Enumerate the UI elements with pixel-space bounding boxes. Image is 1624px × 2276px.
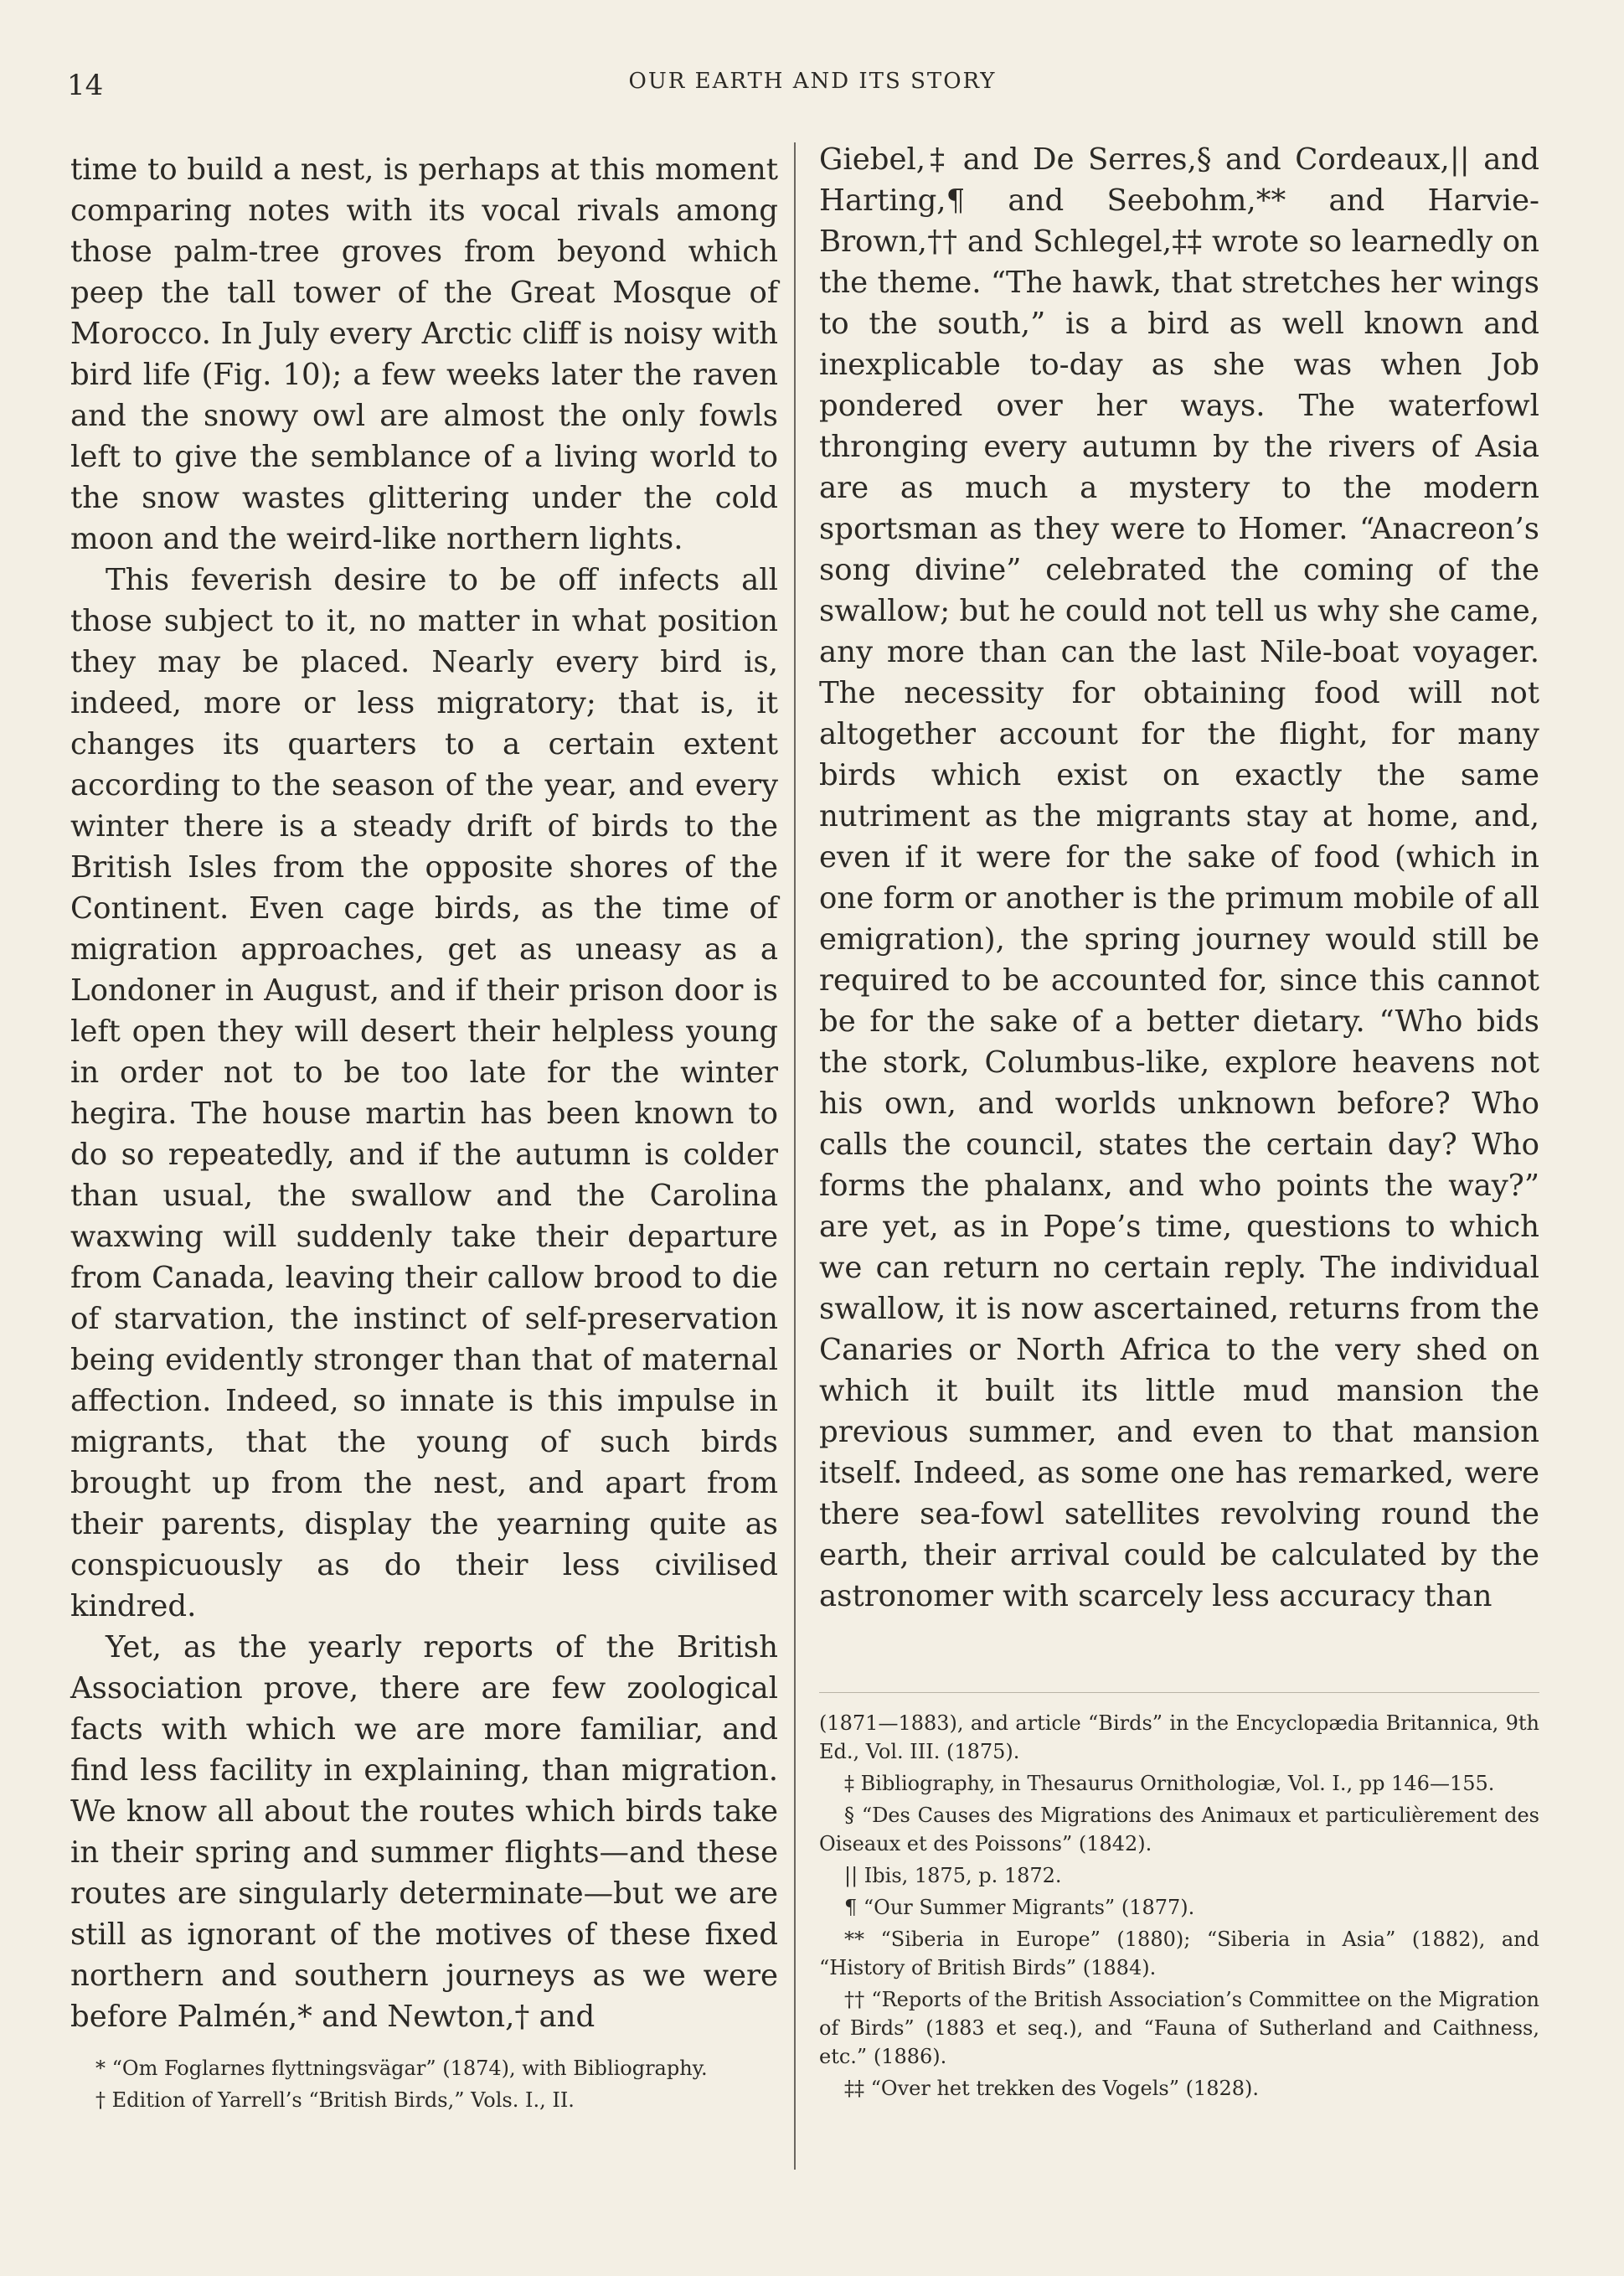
- page-header: [67, 69, 1558, 102]
- footnote: (1871—1883), and article “Birds” in the Encyclopædia Britannica, 9th Ed., Vol. III. (1875).: [819, 1711, 1539, 1763]
- footnote: || Ibis, 1875, p. 1872.: [844, 1864, 1062, 1887]
- left-footnotes: [70, 2054, 778, 2118]
- column-divider: [794, 142, 796, 2170]
- footnote-divider: [819, 1692, 1539, 1693]
- left-paragraph-1: time to build a nest, is perhaps at this moment comparing notes with its vocal rivals among those palm-tree groves from beyond which peep the tall tower of the Great Mosque of Morocco. In July every Arctic cliff is noisy with bird life (Fig. 10); a few weeks later the raven and the snowy owl are almost the only fowls left to give the semblance of a living world to the snow wastes glittering under the cold moon and the weird-like northern lights.: [70, 152, 778, 556]
- footnote: ‡ Bibliography, in Thesaurus Ornithologiæ, Vol. I., pp 146—155.: [844, 1772, 1495, 1795]
- right-column: [819, 139, 1539, 1617]
- footnote: ** “Siberia in Europe” (1880); “Siberia in Asia” (1882), and “History of British Birds” (1884).: [819, 1928, 1539, 1979]
- footnote: †† “Reports of the British Association’s Committee on the Migration of Birds” (1883 et seq.), and “Fauna of Sutherland and Caithness, etc.” (1886).: [819, 1988, 1539, 2068]
- right-paragraph-1: Giebel,‡ and De Serres,§ and Cordeaux,|| and Harting,¶ and Seebohm,** and Harvie-Brown,†† and Schlegel,‡‡ wrote so learnedly on the theme. “The hawk, that stretches her wings to the south,” is a bird as well known and inexplicable to-day as she was when Job pondered over her ways. The waterfowl thronging every autumn by the rivers of Asia are as much a mystery to the modern sportsman as they were to Homer. “Anacreon’s song divine” celebrated the coming of the swallow; but he could not tell us why she came, any more than can the last Nile-boat voyager. The necessity for obtaining food will not altogether account for the flight, for many birds which exist on exactly the same nutriment as the migrants stay at home, and, even if it were for the sake of food (which in one form or another is the primum mobile of all emigration), the spring journey would still be required to be accounted for, since this cannot be for the sake of a better dietary. “Who bids the stork, Columbus-like, explore heavens not his own, and worlds unknown before? Who calls the council, states the certain day? Who forms the phalanx, and who points the way?” are yet, as in Pope’s time, questions to which we can return no certain reply. The individual swallow, it is now ascertained, returns from the Canaries or North Africa to the very shed on which it built its little mud mansion the previous summer, and even to that mansion itself. Indeed, as some one has remarked, were there sea-fowl satellites revolving round the earth, their arrival could be calculated by the astronomer with scarcely less accuracy than: [819, 142, 1539, 1613]
- left-column: [70, 149, 778, 2037]
- footnote: † Edition of Yarrell’s “British Birds,” Vols. I., II.: [95, 2088, 575, 2112]
- footnote: § “Des Causes des Migrations des Animaux et particulièrement des Oiseaux et des Poissons” (1842).: [819, 1804, 1539, 1855]
- running-title: OUR EARTH AND ITS STORY: [628, 69, 997, 94]
- footnote: ‡‡ “Over het trekken des Vogels” (1828).: [844, 2077, 1260, 2100]
- footnote: ¶ “Our Summer Migrants” (1877).: [844, 1896, 1195, 1919]
- footnote: * “Om Foglarnes flyttningsvägar” (1874), with Bibliography.: [95, 2057, 708, 2080]
- left-paragraph-2: This feverish desire to be off infects all those subject to it, no matter in what position they may be placed. Nearly every bird is, indeed, more or less migratory; that is, it changes its quarters to a certain extent according to the season of the year, and every winter there is a steady drift of birds to the British Isles from the opposite shores of the Continent. Even cage birds, as the time of migration approaches, get as uneasy as a Londoner in August, and if their prison door is left open they will desert their helpless young in order not to be too late for the winter hegira. The house martin has been known to do so repeatedly, and if the autumn is colder than usual, the swallow and the Carolina waxwing will suddenly take their departure from Canada, leaving their callow brood to die of starvation, the instinct of self-preservation being evidently stronger than that of maternal affection. Indeed, so innate is this impulse in migrants, that the young of such birds brought up from the nest, and apart from their parents, display the yearning quite as conspicuously as do their less civilised kindred.: [70, 563, 778, 1623]
- right-footnotes: [819, 1709, 1539, 2106]
- left-paragraph-3: Yet, as the yearly reports of the British Association prove, there are few zoological facts with which we are more familiar, and find less facility in explaining, than migration. We know all about the routes which birds take in their spring and summer flights—and these routes are singularly determinate—but we are still as ignorant of the motives of these fixed northern and southern journeys as we were before Palmén,* and Newton,† and: [70, 1630, 778, 2034]
- page-number: 14: [67, 69, 104, 102]
